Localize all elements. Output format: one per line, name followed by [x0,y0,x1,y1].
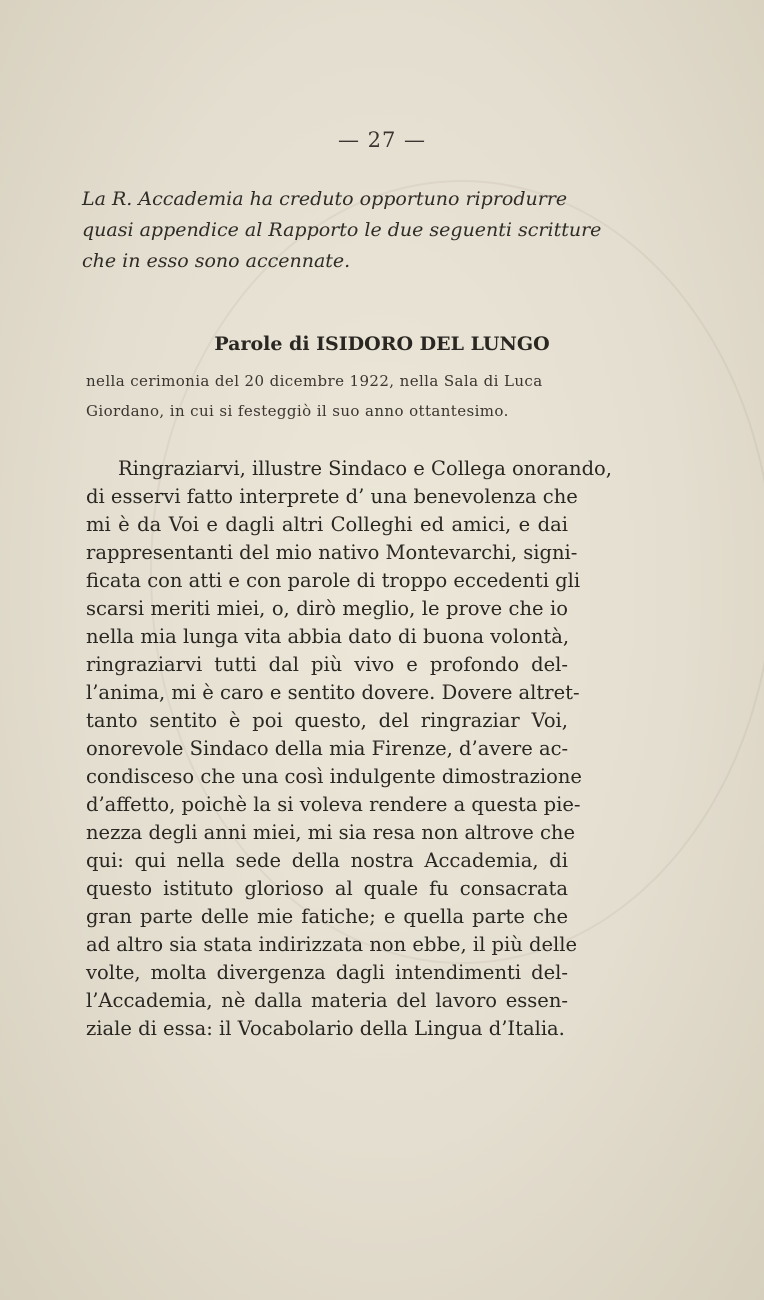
intro-line: La R. Accademia ha creduto opportuno riprodurre [82,188,568,210]
section-heading: Parole di ISIDORO DEL LUNGO [214,333,550,355]
intro-line: che in esso sono accennate. [82,250,351,272]
body-line: tanto sentito è poi questo, del ringraziar Voi, [86,709,568,732]
section-subtitle [86,366,586,426]
body-line: scarsi meriti miei, o, dirò meglio, le prove che io [86,597,568,620]
intro-paragraph [82,184,602,277]
body-line: nella mia lunga vita abbia dato di buona volontà, [86,625,570,648]
page-number: — 27 — [337,128,427,152]
subtitle-line: nella cerimonia del 20 dicembre 1922, nella Sala di Luca [86,372,543,390]
body-line: di esservi fatto interprete d’ una benevolenza che [86,485,578,508]
intro-line: quasi appendice al Rapporto le due seguenti scritture [82,219,602,241]
body-line: condisceso che una così indulgente dimostrazione [86,765,582,788]
body-line: nezza degli anni miei, mi sia resa non altrove che [86,821,576,844]
body-line: ficata con atti e con parole di troppo eccedenti gli [86,569,581,592]
body-line: mi è da Voi e dagli altri Colleghi ed amici, e dai [86,513,568,536]
speech-body [86,455,612,1043]
subtitle-line: Giordano, in cui si festeggiò il suo anno ottantesimo. [86,402,509,420]
body-line: l’anima, mi è caro e sentito dovere. Dovere altret- [86,681,580,704]
body-line: ringraziarvi tutti dal più vivo e profondo del- [86,653,568,676]
body-line: onorevole Sindaco della mia Firenze, d’avere ac- [86,737,569,760]
body-line: questo istituto glorioso al quale fu consacrata [86,877,568,900]
body-line: gran parte delle mie fatiche; e quella parte che [86,905,568,928]
body-line: l’Accademia, nè dalla materia del lavoro essen- [86,989,568,1012]
body-line: ad altro sia stata indirizzata non ebbe, il più delle [86,933,578,956]
body-line: rappresentanti del mio nativo Montevarchi, signi- [86,541,578,564]
body-line: volte, molta divergenza dagli intendimenti del- [86,961,568,984]
body-line: d’affetto, poichè la si voleva rendere a questa pie- [86,793,581,816]
body-line: qui: qui nella sede della nostra Accademia, di [86,849,568,872]
body-line: ziale di essa: il Vocabolario della Lingua d’Italia. [86,1017,565,1040]
body-line: Ringraziarvi, illustre Sindaco e Collega onorando, [118,457,612,480]
